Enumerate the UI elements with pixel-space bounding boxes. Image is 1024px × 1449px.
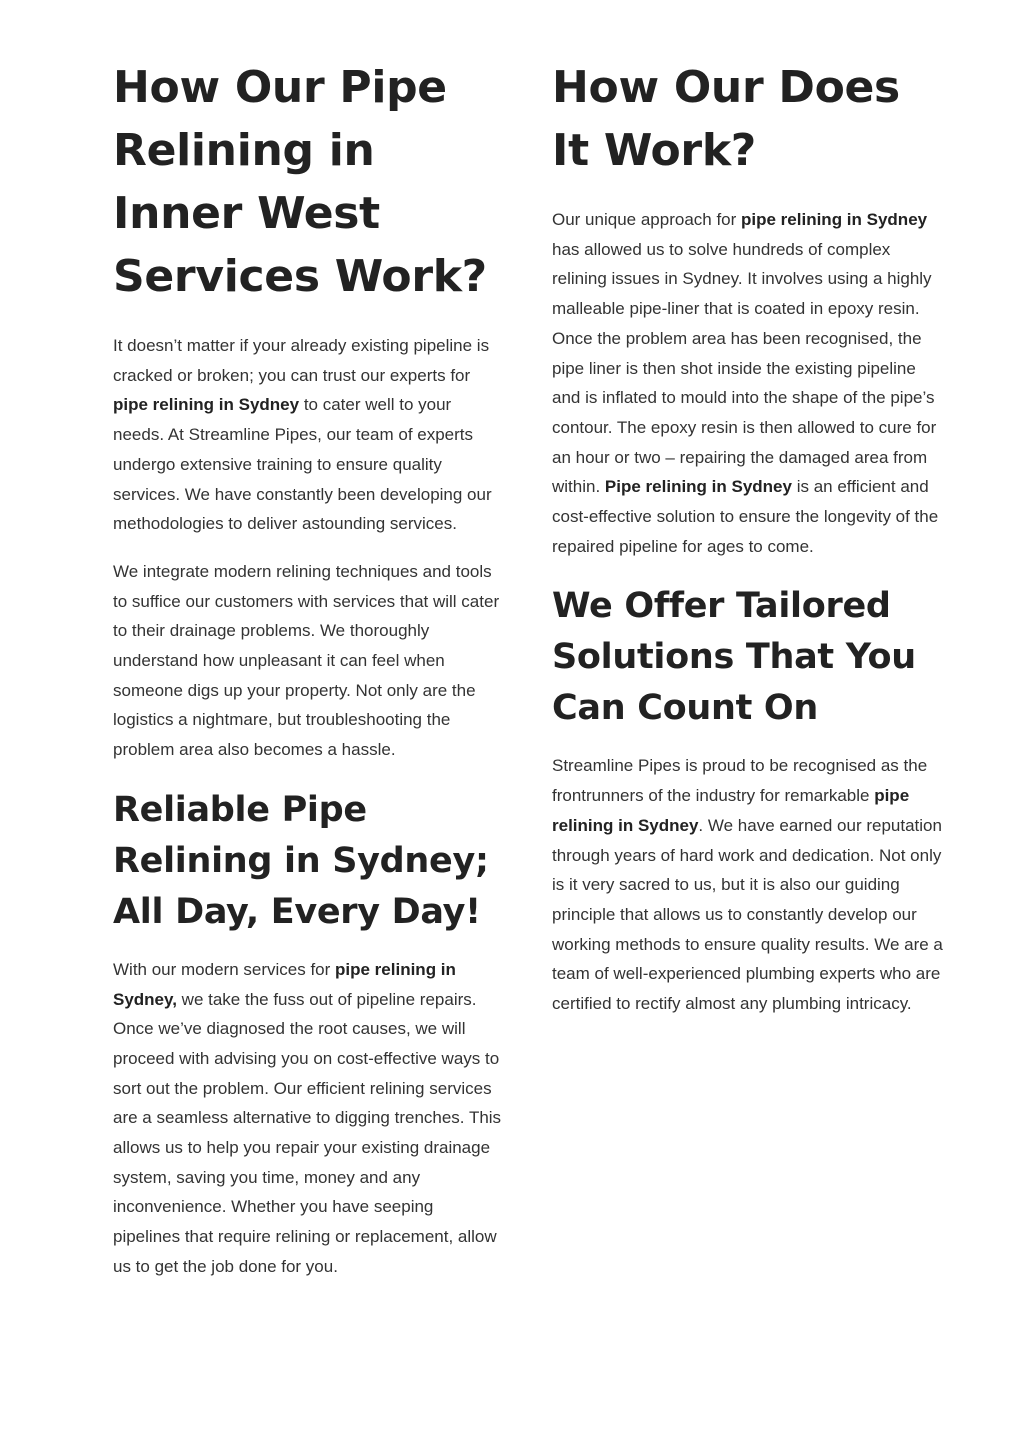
paragraph-modern-techniques: We integrate modern relining techniques and tools to suffice our customers with services that will cater to their drainage problems. We thoroughly understand how unpleasant it can feel when someone digs up your property. Not only are the logistics a nightmare, but troubleshooting the problem area also becomes a hassle. bbox=[113, 561, 500, 760]
right-column bbox=[552, 56, 944, 1019]
paragraph-streamline-proud: Streamline Pipes is proud to be recognised as the frontrunners of the industry for remarkable pipe relining in Sydney. We have earned our reputation through years of hard work and dedication. Not only is it very sacred to us, but it is also our guiding principle that allows us to constantly develop our working methods to ensure quality results. We are a team of well-experienced plumbing experts who are certified to rectify almost any plumbing intricacy. bbox=[552, 756, 943, 1014]
paragraph-modern-services: With our modern services for pipe relining in Sydney, we take the fuss out of pipeline repairs. Once we’ve diagnosed the root causes, we will proceed with advising you on cost-effective ways to sort out the problem. Our efficient relining services are a seamless alternative to digging trenches. This allows us to help you repair your existing drainage system, saving you time, money and any inconvenience. Whether you have seeping pipelines that require relining or replacement, allow us to get the job done for you. bbox=[113, 959, 502, 1276]
left-column bbox=[113, 56, 505, 1282]
heading-how-does-it-work: How Our Does It Work? bbox=[552, 62, 900, 176]
heading-reliable-relining: Reliable Pipe Relining in Sydney; All Day, Every Day! bbox=[113, 789, 489, 932]
heading-how-services-work: How Our Pipe Relining in Inner West Services Work? bbox=[113, 62, 487, 302]
paragraph-unique-approach: Our unique approach for pipe relining in Sydney has allowed us to solve hundreds of complex relining issues in Sydney. It involves using a highly malleable pipe-liner that is coated in epoxy resin. Once the problem area has been recognised, the pipe liner is then shot inside the existing pipeline and is inflated to mould into the shape of the pipe’s contour. The epoxy resin is then allowed to cure for an hour or two – repairing the damaged area from within. Pipe relining in Sydney is an efficient and cost-effective solution to ensure the longevity of the repaired pipeline for ages to come. bbox=[552, 210, 939, 556]
paragraph-existing-pipeline: It doesn’t matter if your already existing pipeline is cracked or broken; you can trust our experts for pipe relining in Sydney to cater well to your needs. At Streamline Pipes, our team of experts undergo extensive training to ensure quality services. We have constantly been developing our methodologies to deliver astounding services. bbox=[113, 336, 492, 534]
heading-tailored-solutions: We Offer Tailored Solutions That You Can Count On bbox=[552, 586, 916, 729]
